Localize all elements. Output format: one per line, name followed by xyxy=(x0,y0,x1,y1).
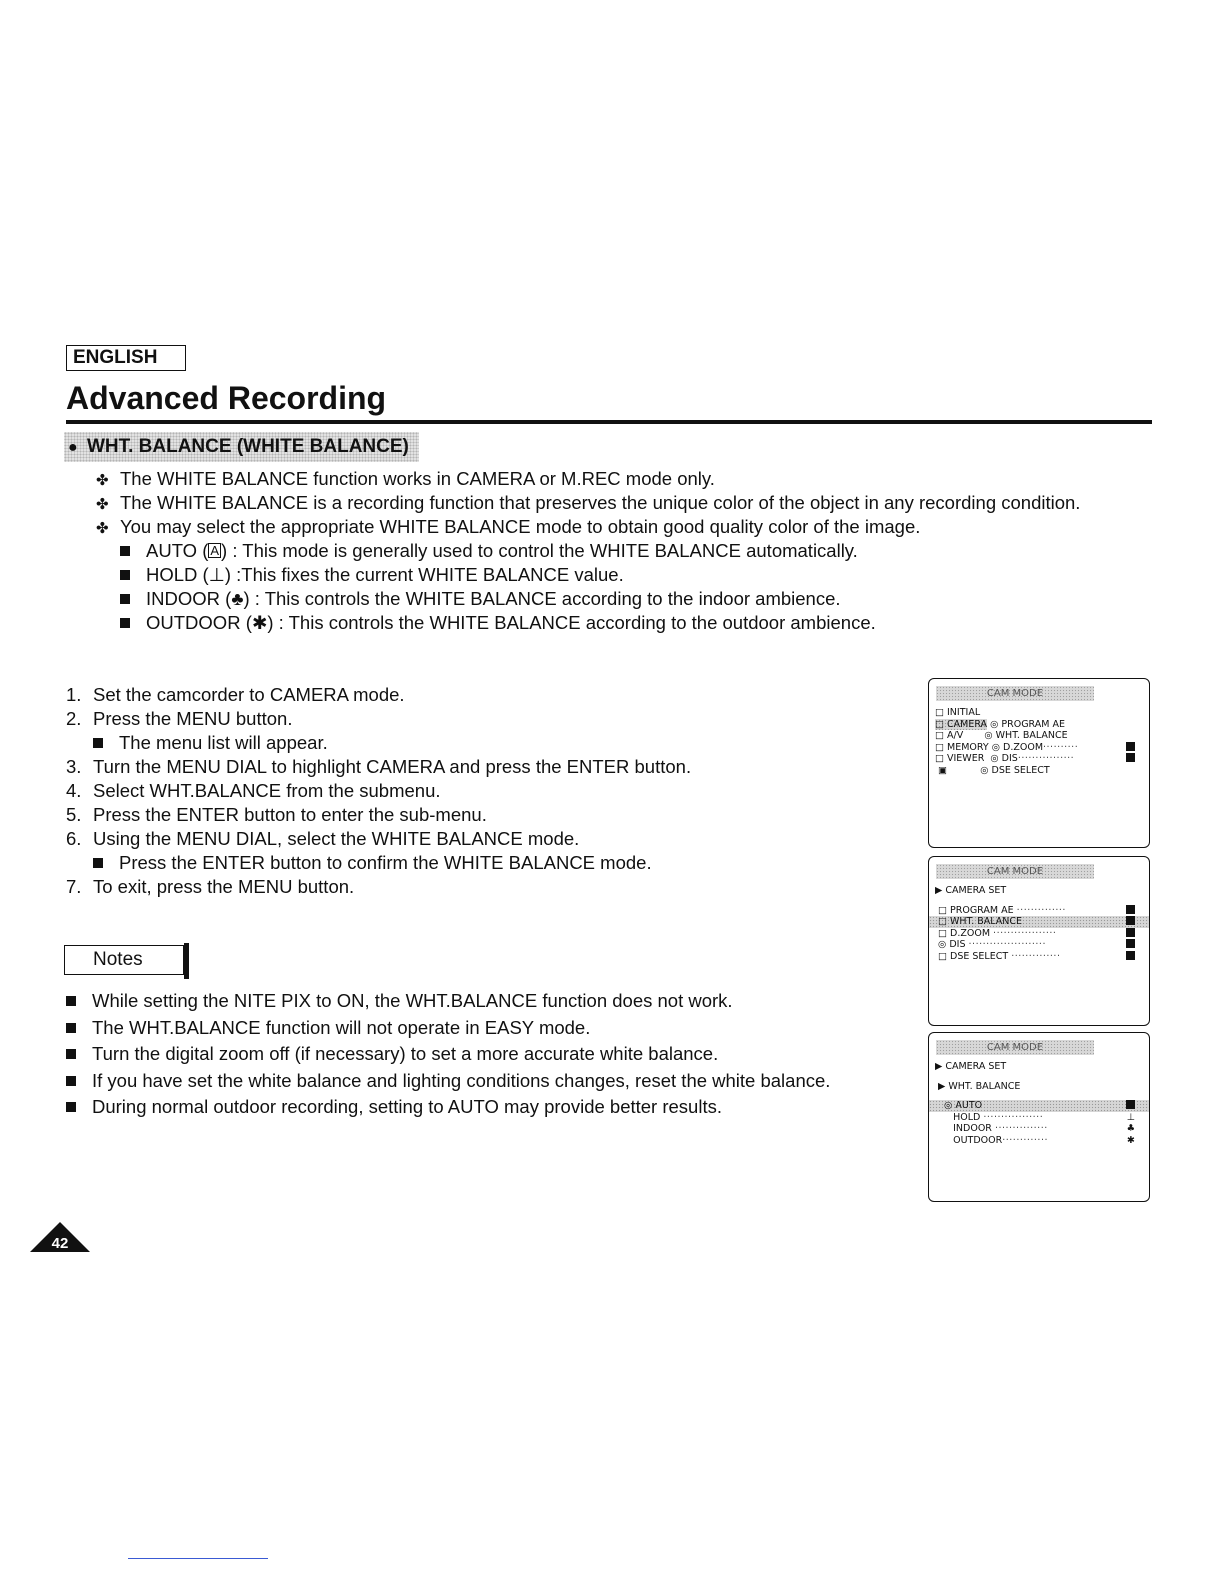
menu-value-icon xyxy=(1126,928,1135,937)
menu-row-selected: □ WHT. BALANCE xyxy=(929,916,1149,928)
menu-row: INDOOR ··············· ♣ xyxy=(953,1123,1135,1134)
diamond-bullet-icon: ✤ xyxy=(96,472,109,489)
diamond-bullet-icon: ✤ xyxy=(96,520,109,537)
square-bullet-icon xyxy=(120,570,130,580)
notes-list xyxy=(66,988,916,1121)
bullet-dot-icon: ● xyxy=(68,439,78,456)
footer-rule xyxy=(128,1558,268,1559)
step-item: 1. Set the camcorder to CAMERA mode. xyxy=(66,684,405,705)
indoor-wb-icon: ♣ xyxy=(1126,1123,1135,1134)
section-title: WHT. BALANCE (WHITE BALANCE) xyxy=(86,436,409,457)
square-bullet-icon xyxy=(120,594,130,604)
menu-subpath: ▶ WHT. BALANCE xyxy=(935,1080,1021,1092)
menu-path: ▶ CAMERA SET xyxy=(935,885,1007,896)
menu-row: ◎ DIS ······················ xyxy=(929,939,1149,951)
note-item: The WHT.BALANCE function will not operate in EASY mode. xyxy=(66,1015,916,1042)
page-number-badge xyxy=(30,1222,90,1252)
screen-header: CAM MODE xyxy=(936,686,1094,701)
diamond-bullet-icon: ✤ xyxy=(96,496,109,513)
menu-row: □ A/V ◎ WHT. BALANCE xyxy=(935,730,1068,741)
step-item: 5. Press the ENTER button to enter the sub-menu. xyxy=(66,804,487,825)
intro-bullet: ✤ The WHITE BALANCE is a recording function that preserves the unique color of the object in any recording condition. xyxy=(96,491,1136,515)
auto-wb-icon xyxy=(1126,1100,1135,1109)
menu-row: HOLD ················· ⊥ xyxy=(953,1111,1135,1123)
menu-value-icon xyxy=(1126,753,1135,762)
page-number: 42 xyxy=(51,1235,69,1252)
menu-row: □ MEMORY ◎ D.ZOOM·········· xyxy=(929,742,1149,754)
square-bullet-icon xyxy=(120,618,130,628)
outdoor-wb-icon: ✱ xyxy=(1127,1134,1135,1146)
mode-item-auto: AUTO ( A ) : This mode is generally used to control the WHITE BALANCE automatically. xyxy=(96,539,1136,563)
menu-screen-main xyxy=(928,678,1150,848)
square-bullet-icon xyxy=(66,1102,76,1112)
screen-header: CAM MODE xyxy=(936,1040,1094,1055)
menu-row: □ VIEWER ◎ DIS················ xyxy=(929,753,1149,765)
intro-bullet: ✤ You may select the appropriate WHITE BALANCE mode to obtain good quality color of the image. xyxy=(96,515,1136,539)
square-bullet-icon xyxy=(66,1023,76,1033)
step-item: 6. Using the MENU DIAL, select the WHITE BALANCE mode. xyxy=(66,828,580,849)
steps-list xyxy=(66,683,916,899)
menu-screen-camera-set xyxy=(928,856,1150,1026)
square-bullet-icon xyxy=(93,738,103,748)
intro-bullet: ✤ The WHITE BALANCE function works in CAMERA or M.REC mode only. xyxy=(96,467,1136,491)
menu-row: □ PROGRAM AE ·············· xyxy=(929,905,1149,917)
menu-value-icon xyxy=(1126,916,1135,925)
step-item: 4. Select WHT.BALANCE from the submenu. xyxy=(66,780,441,801)
title-rule xyxy=(66,420,1152,424)
hold-wb-icon: ⊥ xyxy=(1126,1111,1135,1123)
note-item: During normal outdoor recording, setting to AUTO may provide better results. xyxy=(66,1094,916,1121)
menu-screen-wht-balance xyxy=(928,1032,1150,1202)
notes-label: Notes xyxy=(64,945,184,975)
step-item: 7. To exit, press the MENU button. xyxy=(66,876,355,897)
square-bullet-icon xyxy=(66,1076,76,1086)
step-item: 2. Press the MENU button. xyxy=(66,708,293,729)
menu-value-icon xyxy=(1126,951,1135,960)
section-heading xyxy=(64,432,419,462)
note-item: If you have set the white balance and lighting conditions changes, reset the white balance. xyxy=(66,1068,916,1095)
indoor-wb-icon: ♣ xyxy=(231,588,244,609)
square-bullet-icon xyxy=(93,858,103,868)
square-bullet-icon xyxy=(66,996,76,1006)
menu-row: □ INITIAL xyxy=(935,707,981,718)
menu-path: ▶ CAMERA SET xyxy=(935,1061,1007,1072)
step-item: 3. Turn the MENU DIAL to highlight CAMERA and press the ENTER button. xyxy=(66,756,692,777)
intro-list xyxy=(96,467,1136,635)
mode-item-indoor: INDOOR (♣) : This controls the WHITE BALANCE according to the indoor ambience. xyxy=(96,587,1136,611)
menu-row: □ DSE SELECT ·············· xyxy=(929,951,1149,963)
page-title: Advanced Recording xyxy=(66,380,387,416)
note-item: Turn the digital zoom off (if necessary) to set a more accurate white balance. xyxy=(66,1041,916,1068)
menu-row: OUTDOOR············· ✱ xyxy=(953,1134,1135,1146)
step-subitem: The menu list will appear. xyxy=(66,731,916,755)
mode-item-outdoor: OUTDOOR (✱) : This controls the WHITE BALANCE according to the outdoor ambience. xyxy=(96,611,1136,635)
language-label: ENGLISH xyxy=(66,345,186,371)
step-subitem: Press the ENTER button to confirm the WHITE BALANCE mode. xyxy=(66,851,916,875)
square-bullet-icon xyxy=(66,1049,76,1059)
menu-row: ▣ ◎ DSE SELECT xyxy=(935,764,1050,776)
note-item: While setting the NITE PIX to ON, the WHT.BALANCE function does not work. xyxy=(66,988,916,1015)
menu-row-selected: ◎ AUTO xyxy=(929,1100,1149,1112)
auto-wb-icon: A xyxy=(210,543,220,558)
outdoor-wb-icon: ✱ xyxy=(251,612,268,633)
menu-row: □ CAMERA ◎ PROGRAM AE xyxy=(935,718,1065,730)
menu-row: □ D.ZOOM ·················· xyxy=(929,928,1149,940)
menu-value-icon xyxy=(1126,905,1135,914)
menu-value-icon xyxy=(1126,742,1135,751)
menu-value-icon xyxy=(1126,939,1135,948)
screen-header: CAM MODE xyxy=(936,864,1094,879)
square-bullet-icon xyxy=(120,546,130,556)
mode-item-hold: HOLD (⊥) :This fixes the current WHITE BALANCE value. xyxy=(96,563,1136,587)
hold-wb-icon: ⊥ xyxy=(208,564,225,585)
